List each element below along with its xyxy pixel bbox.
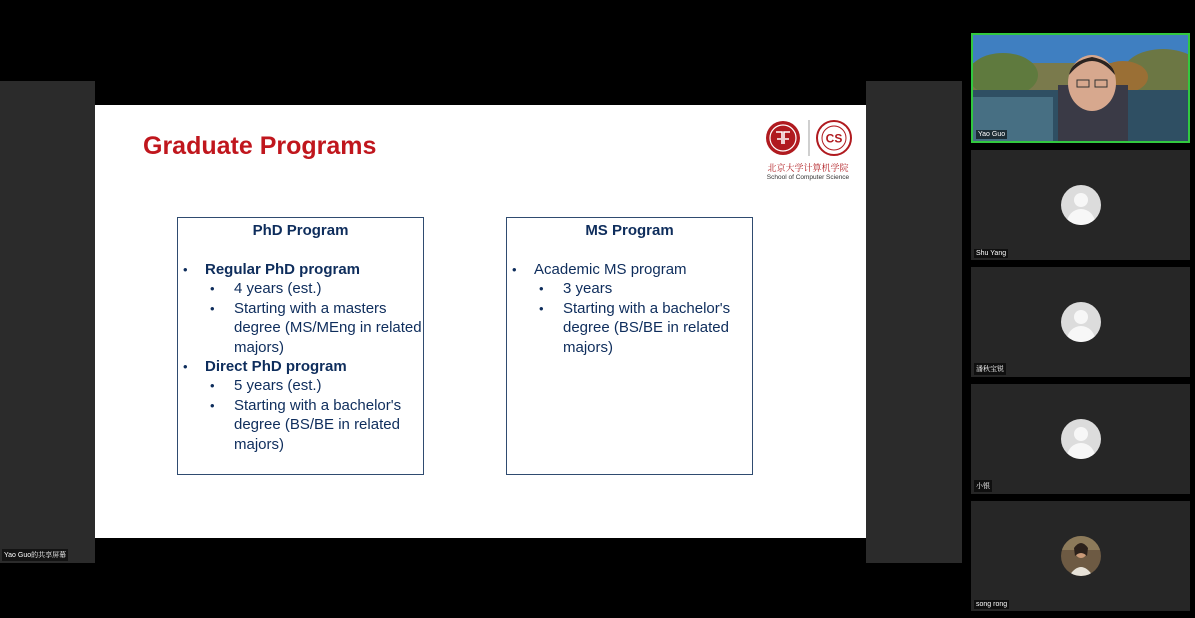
share-left-margin (0, 81, 95, 563)
direct-phd-label: Direct PhD program (205, 358, 347, 376)
participant-tile-3[interactable] (971, 267, 1190, 377)
default-user-icon (1061, 419, 1101, 459)
shared-screen (0, 81, 962, 563)
phd-box-title: PhD Program (252, 222, 349, 239)
participant-name: Shu Yang (976, 250, 1007, 257)
phd-program-box (177, 217, 424, 475)
default-user-icon (1061, 302, 1101, 342)
participant-tile-4[interactable] (971, 384, 1190, 494)
list-item: • Starting with a bachelor's degree (BS/BE in related majors) (205, 396, 423, 454)
phd-program-list (178, 260, 423, 454)
logo-english-text: School of Computer Science (766, 174, 850, 181)
list-item: • Starting with a bachelor's degree (BS/BE in related majors) (534, 299, 752, 357)
academic-ms-label: Academic MS program (534, 261, 687, 278)
speaker-video-feed (973, 35, 1188, 141)
participant-name: song rong (976, 601, 1008, 608)
slide-title: Graduate Programs (143, 132, 377, 160)
cs-seal-text: CS (825, 131, 843, 146)
list-item (178, 357, 423, 454)
participant-name: 潘秋宝锐 (974, 363, 1006, 375)
share-right-margin (866, 81, 962, 563)
list-item: • 4 years (est.) (205, 279, 423, 298)
list-item (178, 260, 423, 357)
share-owner-label: Yao Guo的共享屏幕 (2, 549, 68, 561)
profile-photo-icon (1061, 536, 1101, 576)
participant-tile-song-rong[interactable] (971, 501, 1190, 611)
logo-chinese-text: 北京大学计算机学院 (767, 163, 849, 173)
default-user-icon (1061, 185, 1101, 225)
list-item: • Starting with a masters degree (MS/MEng in related majors) (205, 299, 423, 357)
participant-tile-yao-guo[interactable] (971, 33, 1190, 143)
pku-seal-icon (766, 119, 852, 157)
list-item: • 3 years (534, 279, 752, 298)
ms-box-title: MS Program (585, 222, 674, 239)
list-item: • 5 years (est.) (205, 376, 423, 395)
ms-program-list (507, 260, 752, 357)
list-item (507, 260, 752, 357)
school-logo (761, 117, 855, 187)
participant-name: Yao Guo (978, 131, 1006, 138)
presentation-slide (95, 105, 866, 538)
ms-program-box (506, 217, 753, 475)
participant-tile-shu-yang[interactable] (971, 150, 1190, 260)
regular-phd-label: Regular PhD program (205, 261, 361, 278)
participant-name: 小银 (974, 480, 992, 492)
